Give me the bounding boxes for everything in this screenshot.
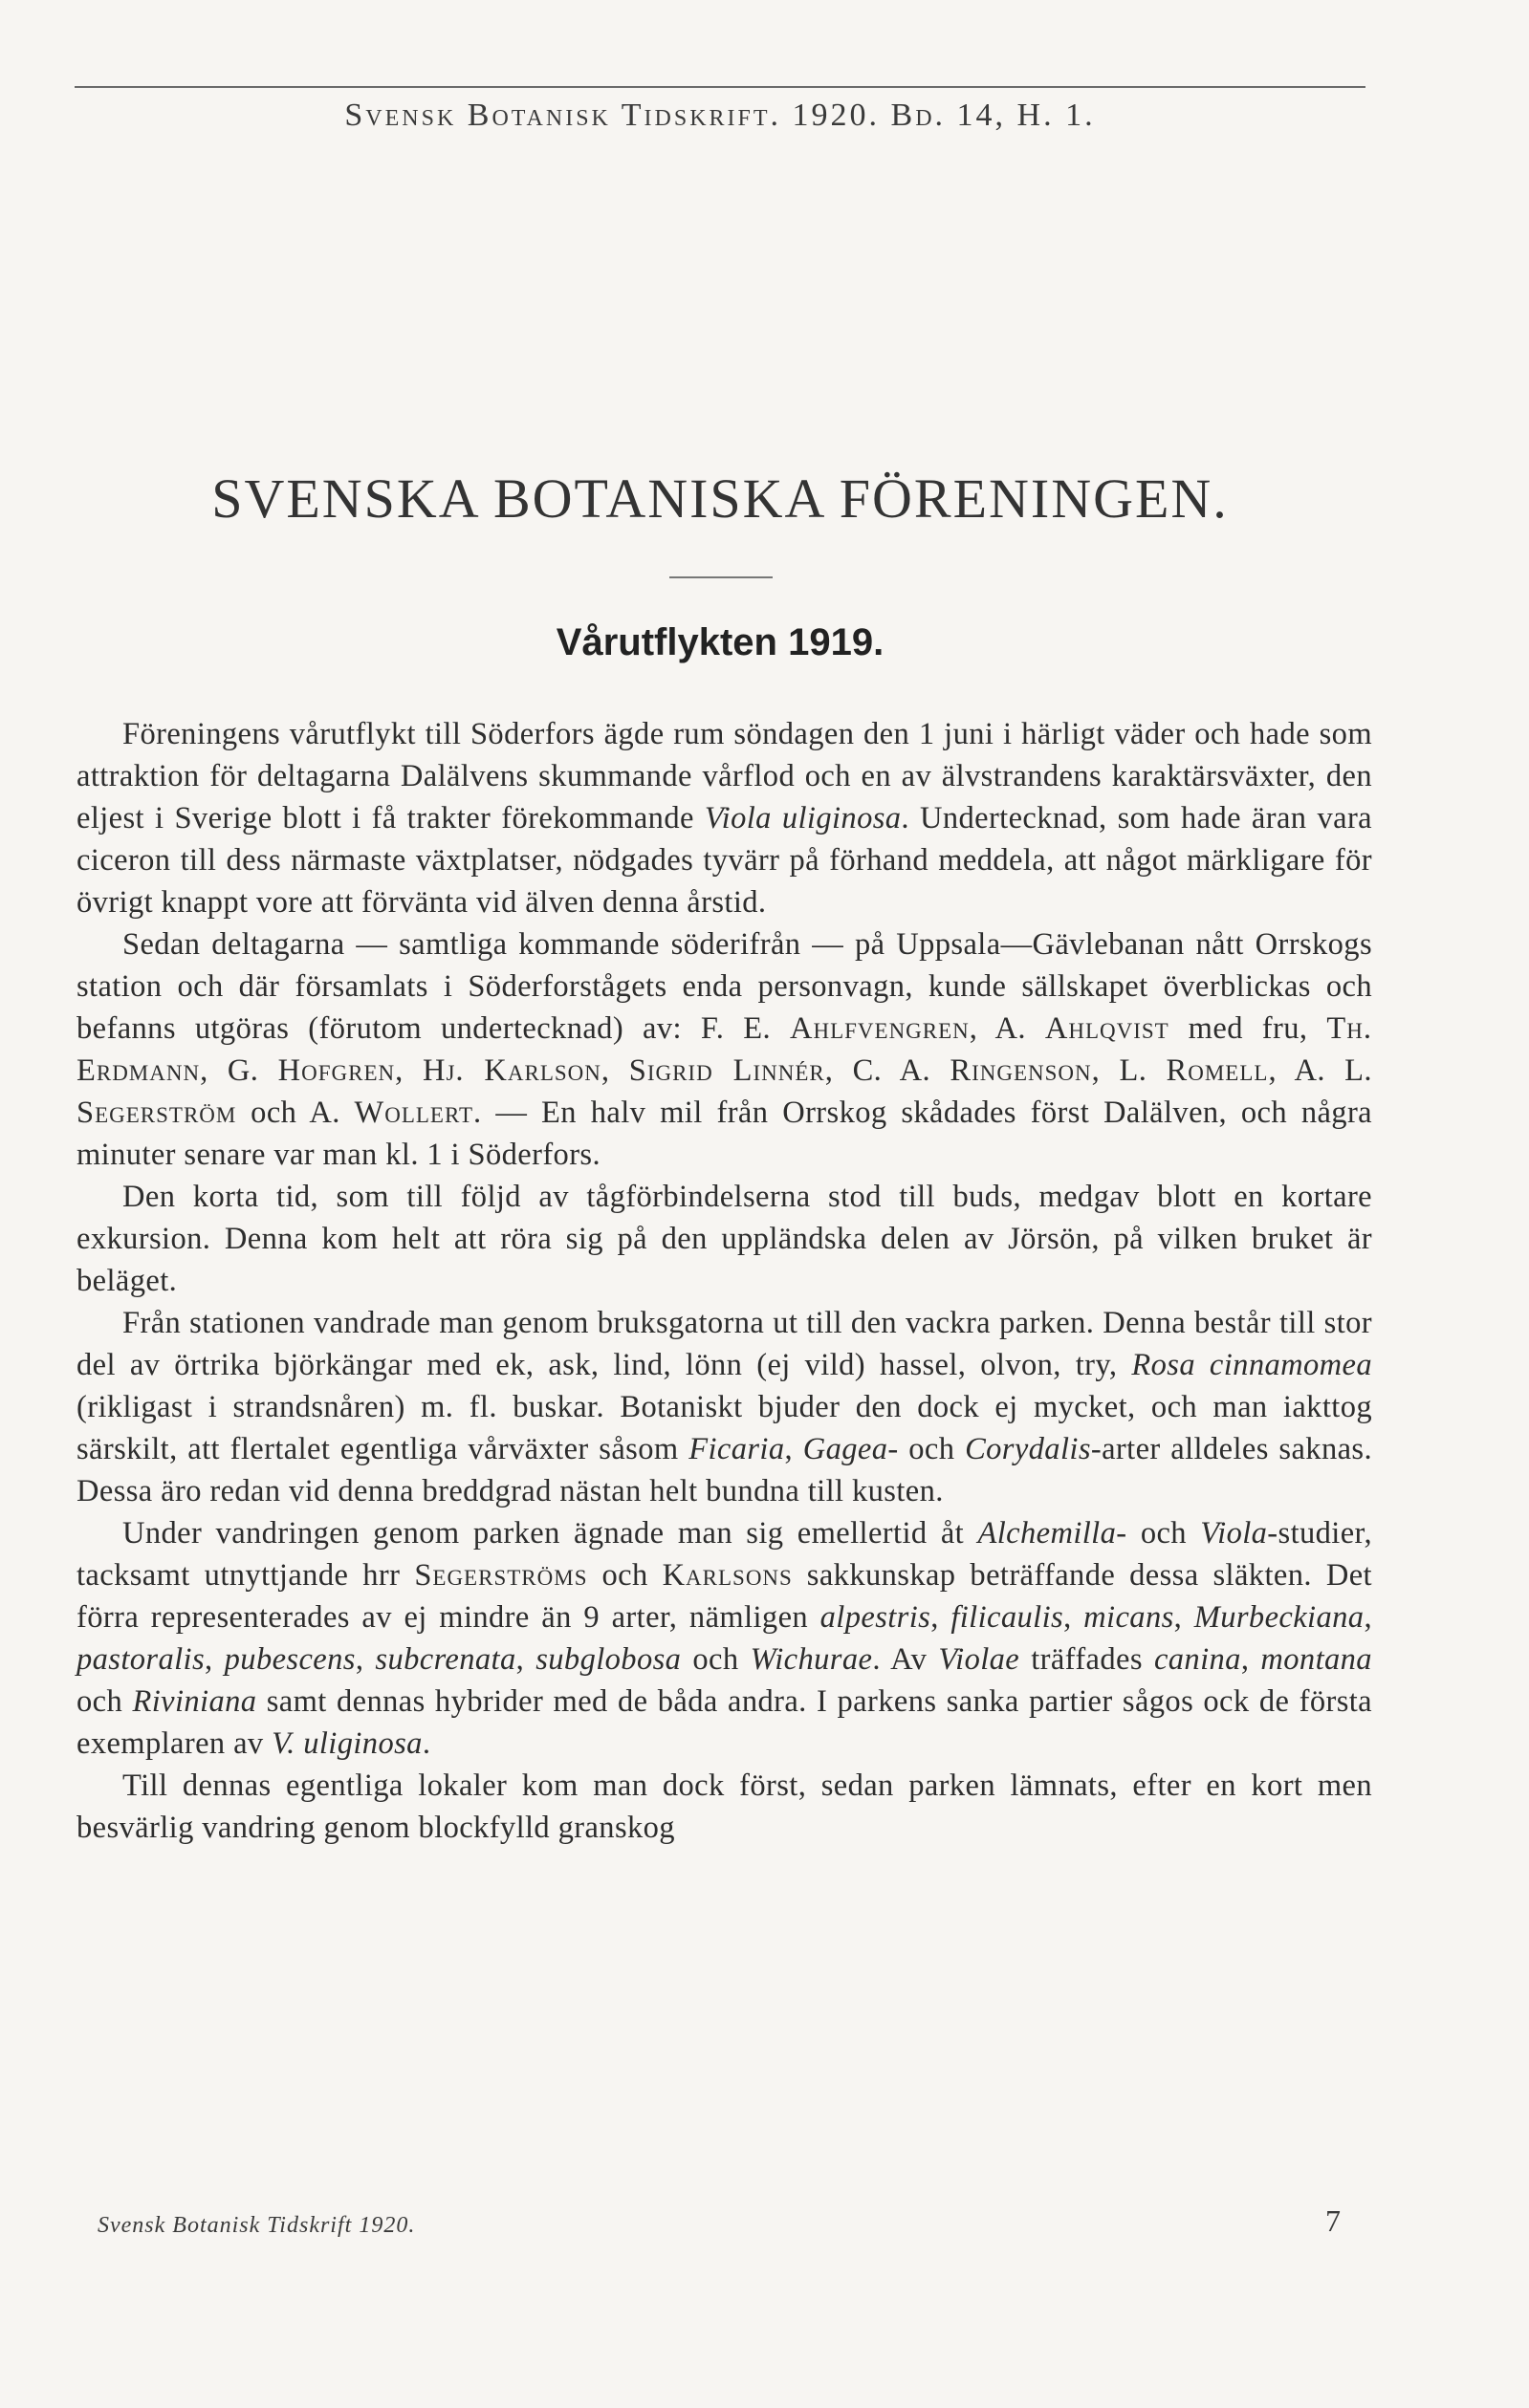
text-run: Den korta tid, som till följd av tågförbindelserna stod till buds, medgav blott en kortare exkursion. Denna kom helt att röra sig på den uppländska delen av Jörsön, på vilken bruket är beläget. [76, 1180, 1372, 1298]
article-title: Vårutflykten 1919. [556, 621, 885, 663]
person-name: Hj. Karlson [422, 1053, 601, 1088]
body-paragraph [76, 1302, 1372, 1512]
text-run: , [930, 1600, 951, 1635]
text-run: och [587, 1558, 663, 1593]
text-run: , [395, 1053, 423, 1088]
italic-term: Wichurae [750, 1642, 873, 1677]
text-run: , C. A. [824, 1053, 950, 1088]
italic-term: Violae [938, 1642, 1020, 1677]
text-run: -arter alldeles saknas. Dessa äro redan vid denna breddgrad nästan helt bundna till kusten. [76, 1432, 1372, 1508]
text-run: Från stationen vandrade man genom bruksgatorna ut till den vackra parken. Denna består till stor del av örtrika björkängar med ek, ask, lind, lönn (ej vild) hassel, olvon, try, [76, 1306, 1372, 1382]
person-name: Segerström [76, 1096, 237, 1130]
text-run: samt dennas hybrider med de båda andra. I parkens sanka partier sågos ock de första exemplaren av [76, 1684, 1373, 1761]
text-run: med fru, [1169, 1011, 1327, 1046]
body-paragraph [76, 1176, 1372, 1302]
person-name: Hofgren [277, 1053, 396, 1088]
italic-term: subcrenata [375, 1642, 516, 1677]
text-run: , A. [969, 1011, 1045, 1046]
italic-term: pubescens [224, 1642, 356, 1677]
text-run: och [898, 1432, 966, 1466]
italic-term: Viola uliginosa [704, 801, 902, 835]
italic-term: Murbeckiana [1193, 1600, 1365, 1635]
society-title: SVENSKA BOTANISKA FÖRENINGEN. [211, 467, 1229, 530]
person-name: Karlsons [662, 1558, 793, 1593]
body-paragraph [76, 713, 1372, 923]
italic-term: V. uliginosa [272, 1726, 423, 1761]
text-run: , L. [1091, 1053, 1167, 1088]
text-run: , [1063, 1600, 1084, 1635]
text-run: Till dennas egentliga lokaler kom man dock först, sedan parken lämnats, efter en kort men besvärlig vandring genom blockfylld granskog [76, 1768, 1372, 1845]
body-paragraph [76, 923, 1372, 1176]
italic-term: Rosa cinnamomea [1131, 1348, 1372, 1382]
text-run: träffades [1019, 1642, 1154, 1677]
page-number: 7 [1325, 2203, 1341, 2238]
text-run: , [515, 1642, 536, 1677]
italic-term: Viola [1200, 1516, 1268, 1551]
text-run: , A. L. [1268, 1053, 1372, 1088]
italic-term: canina [1153, 1642, 1241, 1677]
italic-term: alpestris [819, 1600, 931, 1635]
text-run: och [76, 1684, 133, 1719]
text-run: Sedan deltagarna — samtliga kommande söderifrån — på Uppsala—Gävlebanan nått Orrskogs station och där församlats i Söderforstågets enda personvagn, kunde sällskapet överblickas och befanns utgöras (förutom undertecknad) av: F. E. [76, 927, 1372, 1046]
text-run: , [1173, 1600, 1194, 1635]
text-run: Föreningens vårutflykt till Söderfors ägde rum söndagen den 1 juni i härligt väder och hade som attraktion för deltagarna Dalälvens skummande vårflod och en av älvstrandens karaktärsväxter, den eljest i Sverige blott i få trakter förekommande [76, 717, 1372, 835]
person-name: Th. Erdmann [76, 1011, 1372, 1088]
italic-term: Gagea- [802, 1432, 899, 1466]
italic-term: filicaulis [950, 1600, 1064, 1635]
title-divider [669, 576, 773, 578]
person-name: Segerströms [414, 1558, 588, 1593]
text-run: sakkunskap beträffande dessa släkten. Det förra representerades av ej mindre än 9 arter, nämligen [76, 1558, 1372, 1635]
text-run: och [681, 1642, 751, 1677]
text-run: och [1126, 1516, 1201, 1551]
italic-term: micans [1083, 1600, 1174, 1635]
text-run: -studier, tacksamt utnyttjande hrr [76, 1516, 1372, 1593]
italic-term: subglobosa [535, 1642, 682, 1677]
person-name: Romell [1166, 1053, 1269, 1088]
text-run: , [205, 1642, 225, 1677]
text-run: , [784, 1432, 803, 1466]
body-paragraph [76, 1765, 1372, 1849]
text-run: . — En halv mil från Orrskog skådades först Dalälven, och några minuter senare var man kl. 1 i Söderfors. [76, 1096, 1372, 1172]
text-run: . [422, 1726, 431, 1761]
body-paragraph [76, 1512, 1372, 1765]
text-run: och A. [236, 1096, 355, 1130]
italic-term: Riviniana [132, 1684, 257, 1719]
person-name: Wollert [354, 1096, 473, 1130]
person-name: Ahlqvist [1044, 1011, 1169, 1046]
text-run: Under vandringen genom parken ägnade man sig emellertid åt [122, 1516, 978, 1551]
italic-term: pastoralis [76, 1642, 206, 1677]
italic-term: Alchemilla- [977, 1516, 1127, 1551]
person-name: Ahlfvengren [789, 1011, 970, 1046]
text-run: , [1364, 1600, 1372, 1635]
text-run: . Undertecknad, som hade äran vara ciceron till dess närmaste växtplatser, nödgades tyvärr på förhand meddela, att något märkligare för övrigt knappt vore att förvänta vid älven denna årstid. [76, 801, 1372, 920]
italic-term: Ficaria [688, 1432, 785, 1466]
article-body [76, 713, 1372, 1849]
footer-journal: Svensk Botanisk Tidskrift 1920. [98, 2213, 416, 2238]
text-run: . Av [872, 1642, 939, 1677]
text-run: , [1240, 1642, 1261, 1677]
text-run: , G. [200, 1053, 278, 1088]
text-run: , [601, 1053, 629, 1088]
person-name: Ringenson [950, 1053, 1092, 1088]
running-head: Svensk Botanisk Tidskrift. 1920. Bd. 14, H. 1. [344, 98, 1096, 133]
text-run: , [355, 1642, 376, 1677]
italic-term: Corydalis [965, 1432, 1091, 1466]
header-rule [75, 86, 1365, 88]
text-run: (rikligast i strandsnåren) m. fl. buskar. Botaniskt bjuder den dock ej mycket, och man iakttog särskilt, att flertalet egentliga vårväxter såsom [76, 1390, 1372, 1466]
person-name: Sigrid Linnér [628, 1053, 825, 1088]
italic-term: montana [1260, 1642, 1372, 1677]
